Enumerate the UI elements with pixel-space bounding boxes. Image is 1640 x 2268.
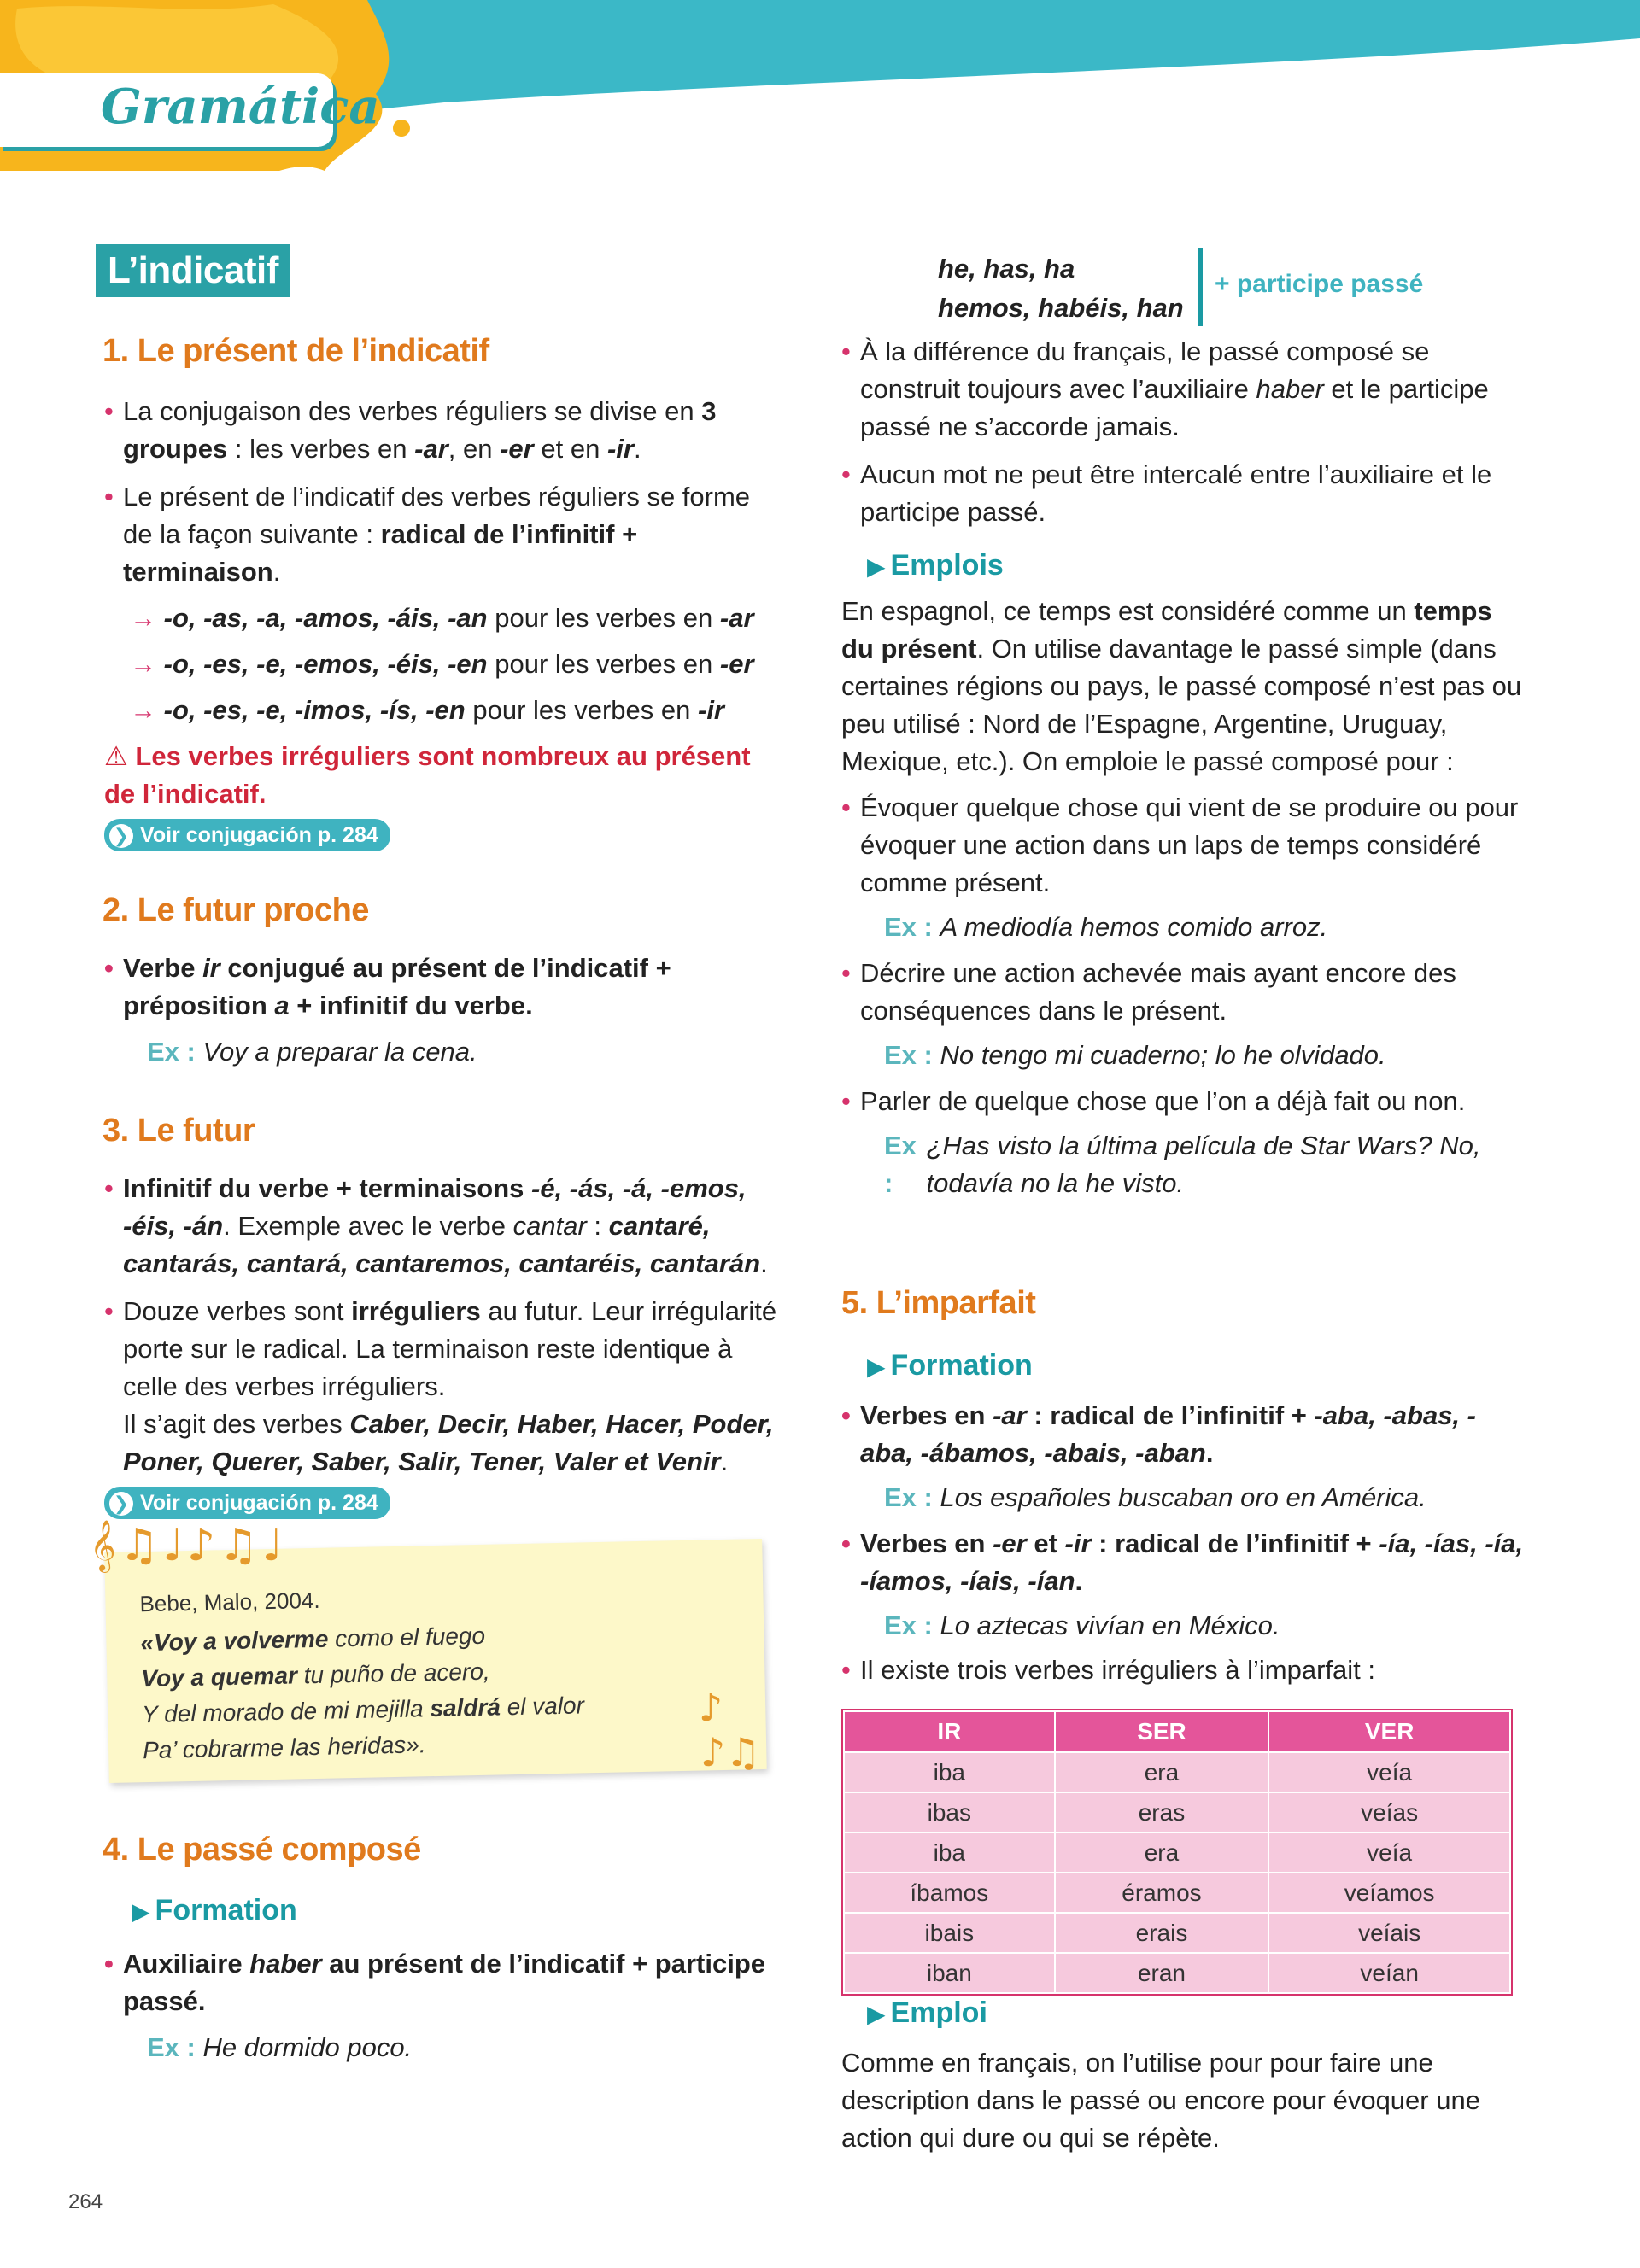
imparfait-irregular-table bbox=[843, 1710, 1511, 1994]
example: Ex : Voy a preparar la cena. bbox=[147, 1037, 477, 1067]
heading-present: 1. Le présent de l’indicatif bbox=[102, 333, 489, 369]
list-item: • Verbe ir conjugué au présent de l’indicatif + préposition a + infinitif du verbe. bbox=[104, 950, 779, 1025]
triangle-right-icon: ▶ bbox=[867, 1353, 886, 1380]
participe-label: + participe passé bbox=[1215, 270, 1424, 298]
column-header: SER bbox=[1055, 1711, 1269, 1752]
subheading-emplois: ▶ Emplois bbox=[867, 549, 1004, 582]
table-cell: veías bbox=[1268, 1792, 1510, 1833]
table-row bbox=[844, 1833, 1510, 1873]
ending-line-er: → -o, -es, -e, -emos, -éis, -en pour les verbes en -er bbox=[130, 649, 754, 679]
music-notes-icon: ♪♫ bbox=[700, 1729, 761, 1775]
arrow-icon: → bbox=[130, 603, 156, 633]
list-item: • La conjugaison des verbes réguliers se divise en 3 groupes : les verbes en -ar, en -er et en -ir. bbox=[104, 393, 779, 468]
table-cell: veíais bbox=[1268, 1913, 1510, 1953]
right-intro-block bbox=[841, 333, 1525, 1202]
futur-block bbox=[104, 1170, 779, 1520]
table-row bbox=[844, 1873, 1510, 1913]
example: Ex : He dormido poco. bbox=[147, 2032, 413, 2062]
table-row bbox=[844, 1792, 1510, 1833]
list-item: • À la différence du français, le passé composé se construit toujours avec l’auxiliaire haber et le participe passé ne s’accorde jamais. bbox=[841, 333, 1525, 446]
example: Ex : No tengo mi cuaderno; lo he olvidado. bbox=[884, 1040, 1386, 1070]
table-row bbox=[844, 1953, 1510, 1993]
arrow-icon: → bbox=[130, 695, 156, 725]
see-conjugation-link[interactable]: ❯ Voir conjugación p. 284 bbox=[104, 1487, 390, 1519]
section-title: L’indicatif bbox=[96, 244, 290, 297]
list-item: • Il existe trois verbes irréguliers à l’imparfait : bbox=[841, 1651, 1525, 1689]
triangle-right-icon: ▶ bbox=[867, 553, 886, 580]
table-cell: ibas bbox=[844, 1792, 1055, 1833]
lyrics-note bbox=[104, 1539, 766, 1783]
imparfait-block bbox=[841, 1397, 1525, 1689]
table-cell: ibais bbox=[844, 1913, 1055, 1953]
futur-proche-block bbox=[104, 950, 779, 1071]
list-item: • Verbes en -er et -ir : radical de l’infinitif + -ía, -ías, -ía, -íamos, -íais, -ían. bbox=[841, 1525, 1525, 1600]
heading-futur-proche: 2. Le futur proche bbox=[102, 892, 369, 928]
table-header-row bbox=[844, 1711, 1510, 1752]
arrow-icon: → bbox=[130, 649, 156, 679]
table-cell: iba bbox=[844, 1752, 1055, 1792]
table-cell: era bbox=[1055, 1833, 1269, 1873]
example: Ex : A mediodía hemos comido arroz. bbox=[884, 912, 1328, 942]
table-row bbox=[844, 1913, 1510, 1953]
list-item: • Évoquer quelque chose qui vient de se produire ou pour évoquer une action dans un laps de temps considéré comme présent. bbox=[841, 789, 1525, 902]
table-cell: iba bbox=[844, 1833, 1055, 1873]
table-cell: éramos bbox=[1055, 1873, 1269, 1913]
emploi-paragraph: Comme en français, on l’utilise pour pour faire une description dans le passé ou encore pour évoquer une action qui dure ou qui se répète. bbox=[841, 2048, 1480, 2153]
page-number: 264 bbox=[68, 2190, 103, 2213]
table-cell: era bbox=[1055, 1752, 1269, 1792]
list-item: • Auxiliaire haber au présent de l’indicatif + participe passé. bbox=[104, 1945, 779, 2020]
passe-compose-block bbox=[104, 1945, 779, 2066]
table-cell: veíamos bbox=[1268, 1873, 1510, 1913]
list-item: • Le présent de l’indicatif des verbes réguliers se forme de la façon suivante : radical de l’infinitif + terminaison. bbox=[104, 478, 779, 591]
warning-note: ⚠ Les verbes irréguliers sont nombreux au présent de l’indicatif. bbox=[104, 741, 751, 809]
lyrics-source: Bebe, Malo, 2004. bbox=[139, 1587, 320, 1617]
chevron-right-icon: ❯ bbox=[109, 824, 133, 848]
table-cell: iban bbox=[844, 1953, 1055, 1993]
triangle-right-icon: ▶ bbox=[867, 2001, 886, 2027]
subheading-formation: ▶ Formation bbox=[132, 1894, 297, 1926]
list-item: • Parler de quelque chose que l’on a déjà fait ou non. bbox=[841, 1083, 1525, 1120]
list-item: • Décrire une action achevée mais ayant encore des conséquences dans le présent. bbox=[841, 955, 1525, 1030]
heading-passe-compose: 4. Le passé composé bbox=[102, 1832, 421, 1868]
column-header: VER bbox=[1268, 1711, 1510, 1752]
list-item: • Verbes en -ar : radical de l’infinitif + -aba, -abas, -aba, -ábamos, -abais, -aban. bbox=[841, 1397, 1525, 1472]
triangle-right-icon: ▶ bbox=[132, 1898, 150, 1925]
ending-line-ir: → -o, -es, -e, -imos, -ís, -en pour les verbes en -ir bbox=[130, 695, 724, 725]
list-item: • Aucun mot ne peut être intercalé entre l’auxiliaire et le participe passé. bbox=[841, 456, 1525, 531]
auxiliary-forms: he, has, ha hemos, habéis, han bbox=[938, 254, 1184, 323]
lyrics-text: Bebe, Malo, 2004. «Voy a volverme como el fuego Voy a quemar tu puño de acero, Y del morado de mi mejilla saldrá el valor Pa’ cobrarme las heridas». bbox=[139, 1576, 585, 1768]
example: Ex : ¿Has visto la última película de Star Wars? No, todavía no la he visto. bbox=[884, 1131, 1481, 1198]
ending-line-ar: → -o, -as, -a, -amos, -áis, -an pour les verbes en -ar bbox=[130, 603, 754, 633]
music-notes-icon: 𝄞♫♩♪♫♩ bbox=[90, 1520, 287, 1571]
grammar-title: Gramática bbox=[101, 79, 380, 135]
table-cell: erais bbox=[1055, 1913, 1269, 1953]
heading-futur: 3. Le futur bbox=[102, 1113, 255, 1149]
example: Ex : Los españoles buscaban oro en América. bbox=[884, 1482, 1426, 1512]
table-cell: veía bbox=[1268, 1752, 1510, 1792]
brace-bar bbox=[1198, 248, 1203, 326]
column-header: IR bbox=[844, 1711, 1055, 1752]
table-cell: veían bbox=[1268, 1953, 1510, 1993]
table-cell: eras bbox=[1055, 1792, 1269, 1833]
subheading-emploi: ▶ Emploi bbox=[867, 1996, 987, 2029]
list-item: • Infinitif du verbe + terminaisons -é, -ás, -á, -emos, -éis, -án. Exemple avec le verbe cantar : cantaré, cantarás, cantará, cantaremos, cantaréis, cantarán. bbox=[104, 1170, 779, 1283]
table-cell: eran bbox=[1055, 1953, 1269, 1993]
table-row bbox=[844, 1752, 1510, 1792]
present-block bbox=[104, 393, 779, 852]
music-notes-icon: ♪ bbox=[699, 1686, 723, 1730]
list-item: • Douze verbes sont irréguliers au futur. Leur irrégularité porte sur le radical. La terminaison reste identique à celle des verbes irréguliers. Il s’agit des verbes Caber, Decir, Haber, Hacer, Poder, Poner, Querer, Saber, Salir, Tener, Valer et Venir. bbox=[104, 1293, 779, 1481]
chevron-right-icon: ❯ bbox=[109, 1492, 133, 1516]
subheading-formation: ▶ Formation bbox=[867, 1349, 1033, 1382]
table-cell: veía bbox=[1268, 1833, 1510, 1873]
see-conjugation-link[interactable]: ❯ Voir conjugación p. 284 bbox=[104, 819, 390, 851]
table-cell: íbamos bbox=[844, 1873, 1055, 1913]
example: Ex : Lo aztecas vivían en México. bbox=[884, 1610, 1280, 1640]
warning-icon: ⚠ bbox=[104, 741, 128, 771]
emplois-paragraph: En espagnol, ce temps est considéré comme un temps du présent. On utilise davantage le passé simple (dans certaines régions ou pays, le passé composé n’est pas ou peu utilisé : Nord de l’Espagne, Argentine, Uruguay, Mexique, etc.). On emploie le passé composé pour : bbox=[841, 596, 1522, 776]
heading-imparfait: 5. L’imparfait bbox=[841, 1285, 1036, 1321]
